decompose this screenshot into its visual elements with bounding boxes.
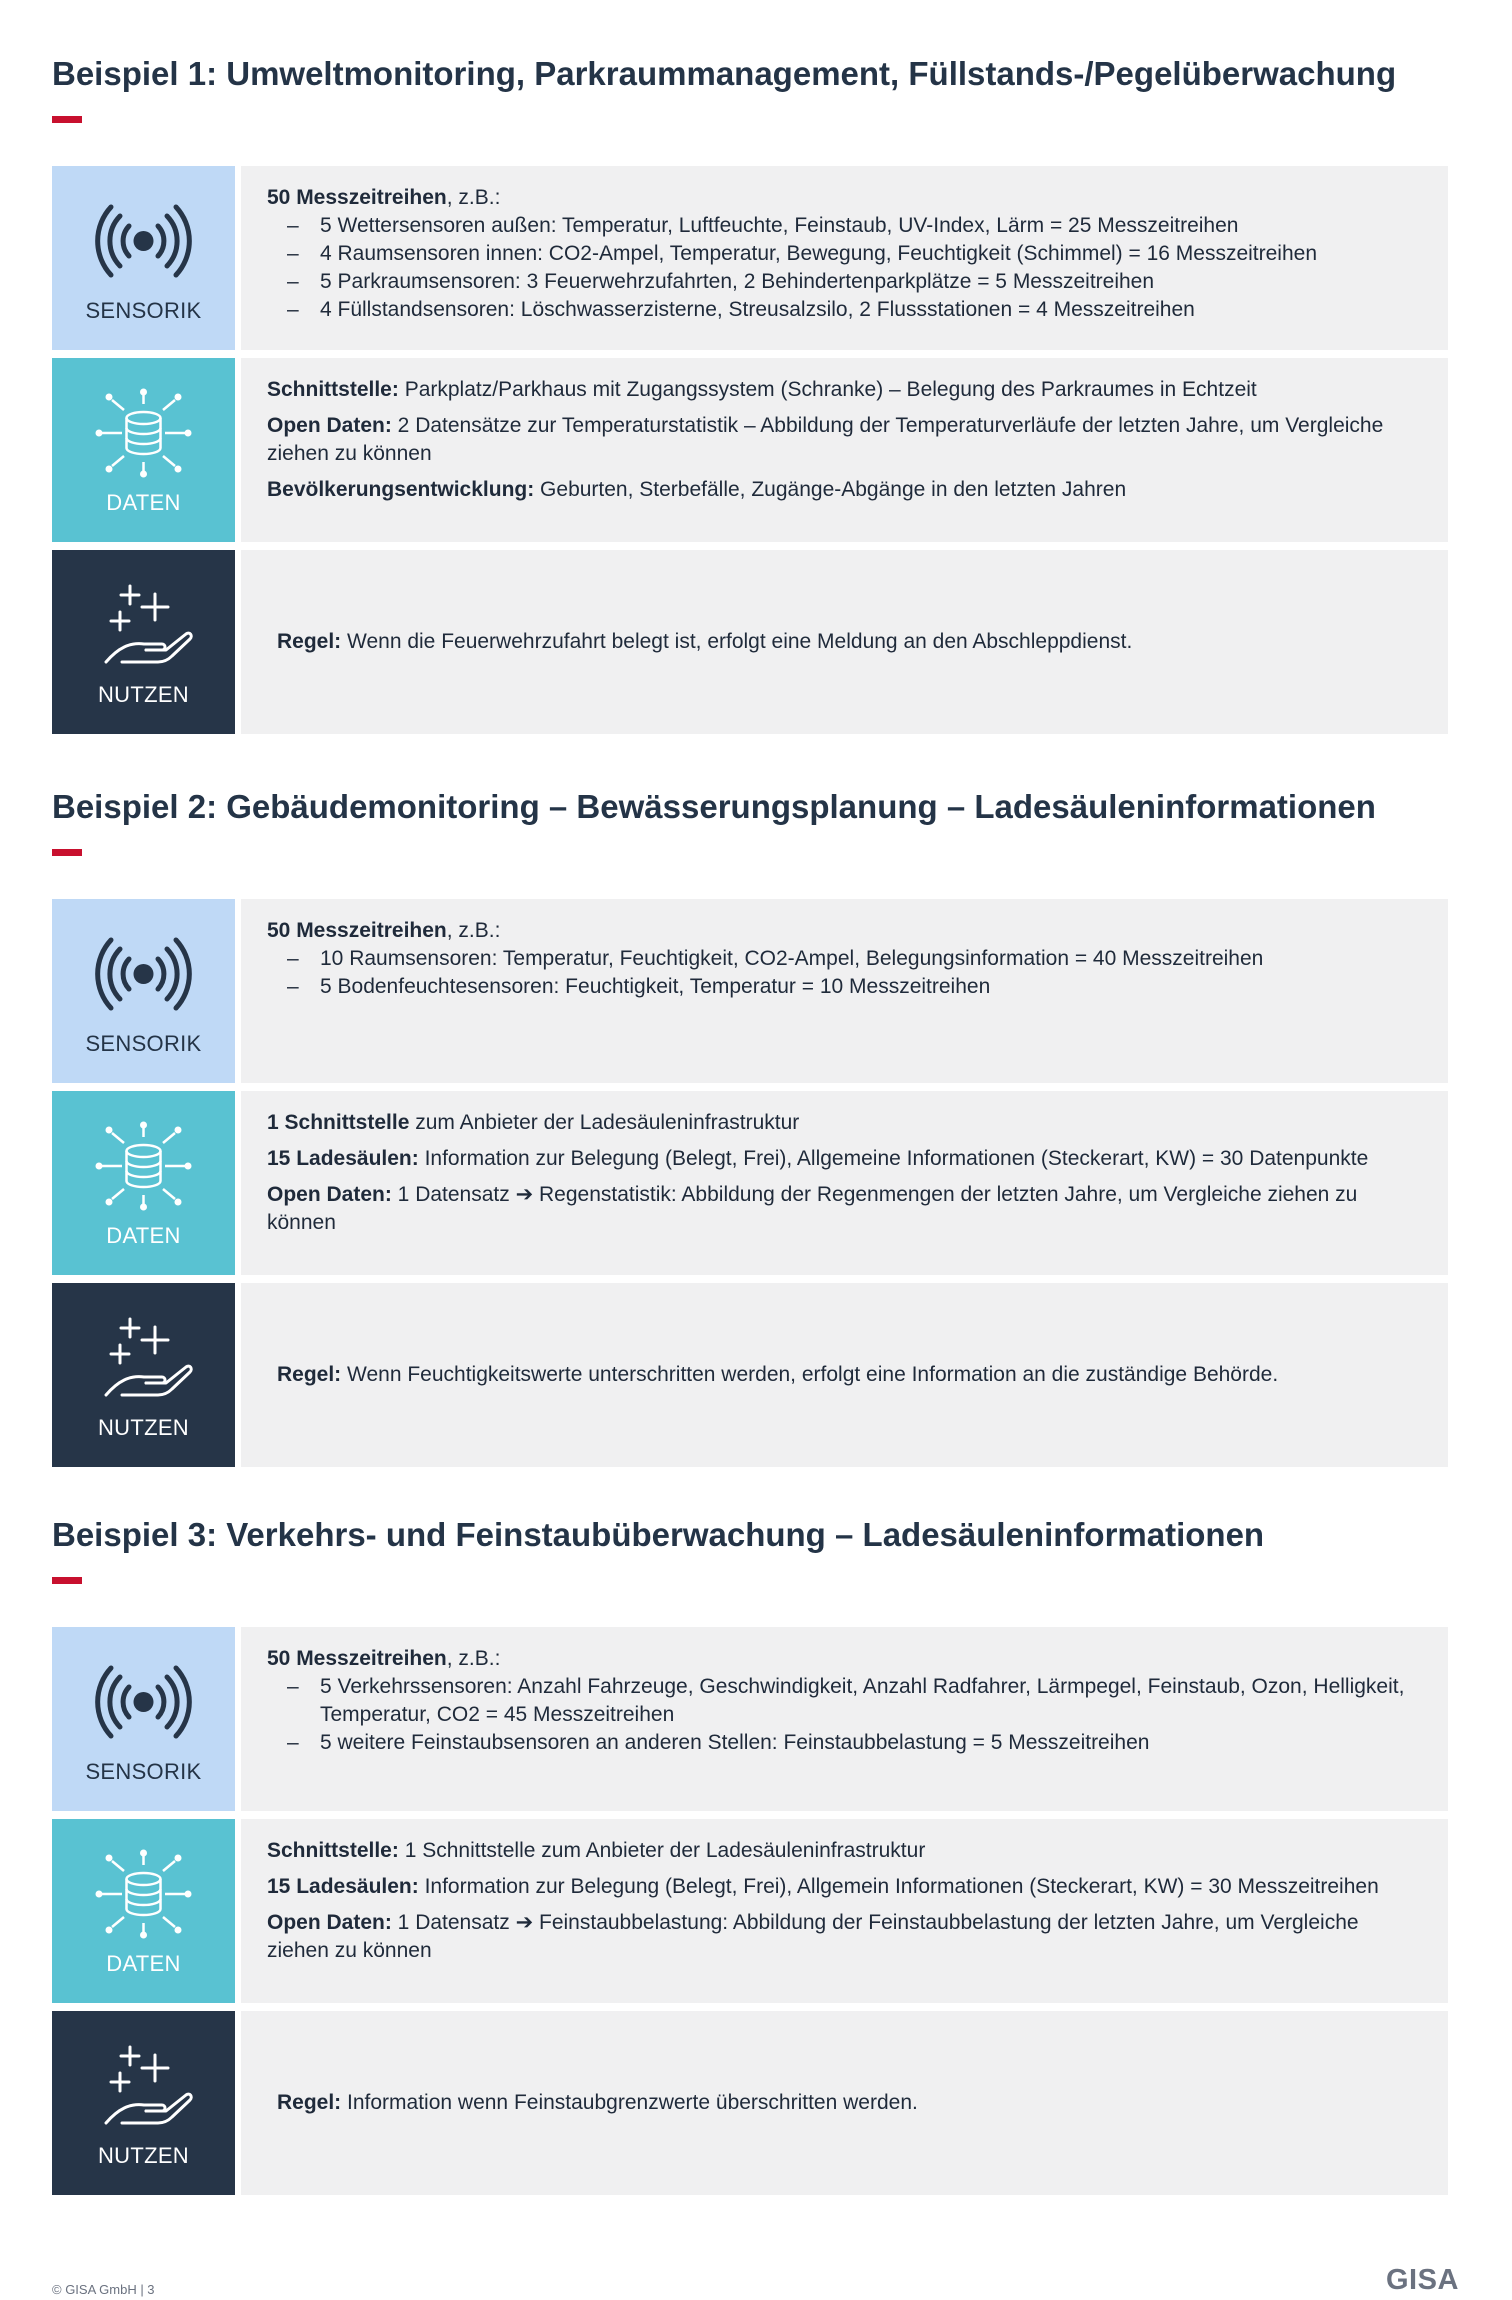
daten-label: DATEN bbox=[106, 490, 181, 515]
para-bold: Open Daten: bbox=[267, 1183, 392, 1206]
sensor-list bbox=[267, 1673, 1422, 1757]
nutzen-content bbox=[241, 1283, 1448, 1467]
list-item: – 5 Wettersensoren außen: Temperatur, Luftfeuchte, Feinstaub, UV-Index, Lärm = 25 Messzeitreihen bbox=[267, 212, 1422, 240]
example-section-3 bbox=[52, 1515, 1448, 2168]
sensorik-content bbox=[241, 1627, 1448, 1811]
para-bold: Schnittstelle: bbox=[267, 378, 399, 401]
data-paragraph bbox=[267, 1909, 1422, 1965]
rule-bold: Regel: bbox=[277, 2091, 342, 2114]
nutzen-label: NUTZEN bbox=[97, 2143, 189, 2168]
section-title: Beispiel 3: Verkehrs- und Feinstaubüberwachung – Ladesäuleninformationen bbox=[52, 1516, 1265, 1553]
para-text: Information zur Belegung (Belegt, Frei), Allgemeine Informationen (Steckerart, KW) = 30 Datenpunkte bbox=[418, 1147, 1369, 1170]
hand-plus-icon bbox=[92, 580, 195, 670]
database-network-icon bbox=[92, 1121, 195, 1211]
nutzen-content bbox=[241, 550, 1448, 734]
lead-bold: 50 Messzeitreihen bbox=[267, 1647, 447, 1670]
para-text: 1 Schnittstelle zum Anbieter der Ladesäuleninfrastruktur bbox=[398, 1839, 926, 1862]
para-bold: 1 Schnittstelle bbox=[267, 1111, 410, 1134]
para-bold: Bevölkerungsentwicklung: bbox=[267, 478, 535, 501]
sensorik-content bbox=[241, 899, 1448, 1083]
broadcast-signal-icon bbox=[92, 1657, 195, 1747]
daten-row bbox=[52, 358, 1448, 542]
sensorik-row bbox=[52, 899, 1448, 1083]
sensorik-tile bbox=[52, 166, 235, 350]
daten-tile bbox=[52, 358, 235, 542]
sensorik-tile bbox=[52, 1627, 235, 1811]
accent-bar bbox=[52, 849, 82, 856]
para-bold: 15 Ladesäulen: bbox=[267, 1147, 419, 1170]
lead-text: , z.B.: bbox=[446, 186, 501, 209]
broadcast-signal-icon bbox=[92, 929, 195, 1019]
rule-text: Information wenn Feinstaubgrenzwerte überschritten werden. bbox=[341, 2091, 918, 2114]
list-item: – 10 Raumsensoren: Temperatur, Feuchtigkeit, CO2-Ampel, Belegungsinformation = 40 Messzeitreihen bbox=[267, 945, 1422, 973]
para-text: 2 Datensätze zur Temperaturstatistik – Abbildung der Temperaturverläufe der letzten Jahre, um Vergleiche ziehen zu können bbox=[267, 414, 1384, 465]
nutzen-row bbox=[52, 550, 1448, 734]
data-paragraph bbox=[267, 1109, 1422, 1137]
para-bold: Schnittstelle: bbox=[267, 1839, 399, 1862]
rule-text: Wenn Feuchtigkeitswerte unterschritten werden, erfolgt eine Information an die zuständige Behörde. bbox=[341, 1363, 1279, 1386]
data-paragraph bbox=[267, 376, 1422, 404]
example-section-2 bbox=[52, 787, 1448, 1440]
para-bold: Open Daten: bbox=[267, 414, 392, 437]
broadcast-signal-icon bbox=[92, 196, 195, 286]
rule-bold: Regel: bbox=[277, 630, 342, 653]
list-item: – 5 Bodenfeuchtesensoren: Feuchtigkeit, Temperatur = 10 Messzeitreihen bbox=[267, 973, 1422, 1001]
para-bold: Open Daten: bbox=[267, 1911, 392, 1934]
daten-row bbox=[52, 1819, 1448, 2003]
section-title: Beispiel 2: Gebäudemonitoring – Bewässerungsplanung – Ladesäuleninformationen bbox=[52, 788, 1376, 825]
lead-bold: 50 Messzeitreihen bbox=[267, 186, 447, 209]
sensorik-label: SENSORIK bbox=[85, 1759, 202, 1784]
data-paragraph bbox=[267, 476, 1422, 504]
lead-bold: 50 Messzeitreihen bbox=[267, 919, 447, 942]
nutzen-tile bbox=[52, 2011, 235, 2195]
example-section-1 bbox=[52, 54, 1448, 707]
sensorik-label: SENSORIK bbox=[85, 1031, 202, 1056]
para-text: 1 Datensatz ➔ Feinstaubbelastung: Abbildung der Feinstaubbelastung der letzten Jahre, um Vergleiche ziehen zu können bbox=[267, 1911, 1359, 1962]
nutzen-content bbox=[241, 2011, 1448, 2195]
accent-bar bbox=[52, 116, 82, 123]
sensorik-content bbox=[241, 166, 1448, 350]
nutzen-label: NUTZEN bbox=[97, 682, 189, 707]
sensorik-label: SENSORIK bbox=[85, 298, 202, 323]
list-item: – 4 Raumsensoren innen: CO2-Ampel, Temperatur, Bewegung, Feuchtigkeit (Schimmel) = 16 Messzeitreihen bbox=[267, 240, 1422, 268]
daten-content bbox=[241, 1819, 1448, 2003]
para-text: zum Anbieter der Ladesäuleninfrastruktur bbox=[409, 1111, 800, 1134]
para-text: Parkplatz/Parkhaus mit Zugangssystem (Schranke) – Belegung des Parkraumes in Echtzeit bbox=[398, 378, 1257, 401]
company-logo: GISA bbox=[1386, 2264, 1459, 2296]
rule-text: Wenn die Feuerwehrzufahrt belegt ist, erfolgt eine Meldung an den Abschleppdienst. bbox=[341, 630, 1133, 653]
para-text: Geburten, Sterbefälle, Zugänge-Abgänge in den letzten Jahren bbox=[534, 478, 1127, 501]
lead-text: , z.B.: bbox=[446, 919, 501, 942]
daten-tile bbox=[52, 1091, 235, 1275]
para-bold: 15 Ladesäulen: bbox=[267, 1875, 419, 1898]
nutzen-tile bbox=[52, 550, 235, 734]
data-paragraph bbox=[267, 1873, 1422, 1901]
nutzen-label: NUTZEN bbox=[97, 1415, 189, 1440]
nutzen-row bbox=[52, 1283, 1448, 1467]
daten-content bbox=[241, 358, 1448, 542]
nutzen-tile bbox=[52, 1283, 235, 1467]
database-network-icon bbox=[92, 388, 195, 478]
para-text: 1 Datensatz ➔ Regenstatistik: Abbildung der Regenmengen der letzten Jahre, um Vergleiche ziehen zu können bbox=[267, 1183, 1358, 1234]
sensorik-tile bbox=[52, 899, 235, 1083]
section-title: Beispiel 1: Umweltmonitoring, Parkraummanagement, Füllstands-/Pegelüberwachung bbox=[52, 55, 1397, 92]
daten-label: DATEN bbox=[106, 1223, 181, 1248]
list-item: – 5 Verkehrssensoren: Anzahl Fahrzeuge, Geschwindigkeit, Anzahl Radfahrer, Lärmpegel, Feinstaub, Ozon, Helligkeit, Temperatur, CO2 = 45 Messzeitreihen bbox=[267, 1673, 1422, 1729]
daten-content bbox=[241, 1091, 1448, 1275]
sensorik-row bbox=[52, 1627, 1448, 1811]
para-text: Information zur Belegung (Belegt, Frei), Allgemein Informationen (Steckerart, KW) = 30 Messzeitreihen bbox=[418, 1875, 1379, 1898]
sensor-list bbox=[267, 212, 1422, 324]
data-paragraph bbox=[267, 412, 1422, 468]
data-paragraph bbox=[267, 1837, 1422, 1865]
copyright-text: © GISA GmbH | 3 bbox=[52, 2282, 155, 2297]
sensor-list bbox=[267, 945, 1422, 1001]
daten-tile bbox=[52, 1819, 235, 2003]
lead-text: , z.B.: bbox=[446, 1647, 501, 1670]
rule-bold: Regel: bbox=[277, 1363, 342, 1386]
data-paragraph bbox=[267, 1145, 1422, 1173]
accent-bar bbox=[52, 1577, 82, 1584]
database-network-icon bbox=[92, 1849, 195, 1939]
list-item: – 5 weitere Feinstaubsensoren an anderen Stellen: Feinstaubbelastung = 5 Messzeitreihen bbox=[267, 1729, 1422, 1757]
list-item: – 4 Füllstandsensoren: Löschwasserzisterne, Streusalzsilo, 2 Flussstationen = 4 Messzeitreihen bbox=[267, 296, 1422, 324]
list-item: – 5 Parkraumsensoren: 3 Feuerwehrzufahrten, 2 Behindertenparkplätze = 5 Messzeitreihen bbox=[267, 268, 1422, 296]
nutzen-row bbox=[52, 2011, 1448, 2195]
hand-plus-icon bbox=[92, 1313, 195, 1403]
daten-label: DATEN bbox=[106, 1951, 181, 1976]
sensorik-row bbox=[52, 166, 1448, 350]
data-paragraph bbox=[267, 1181, 1422, 1237]
daten-row bbox=[52, 1091, 1448, 1275]
hand-plus-icon bbox=[92, 2041, 195, 2131]
